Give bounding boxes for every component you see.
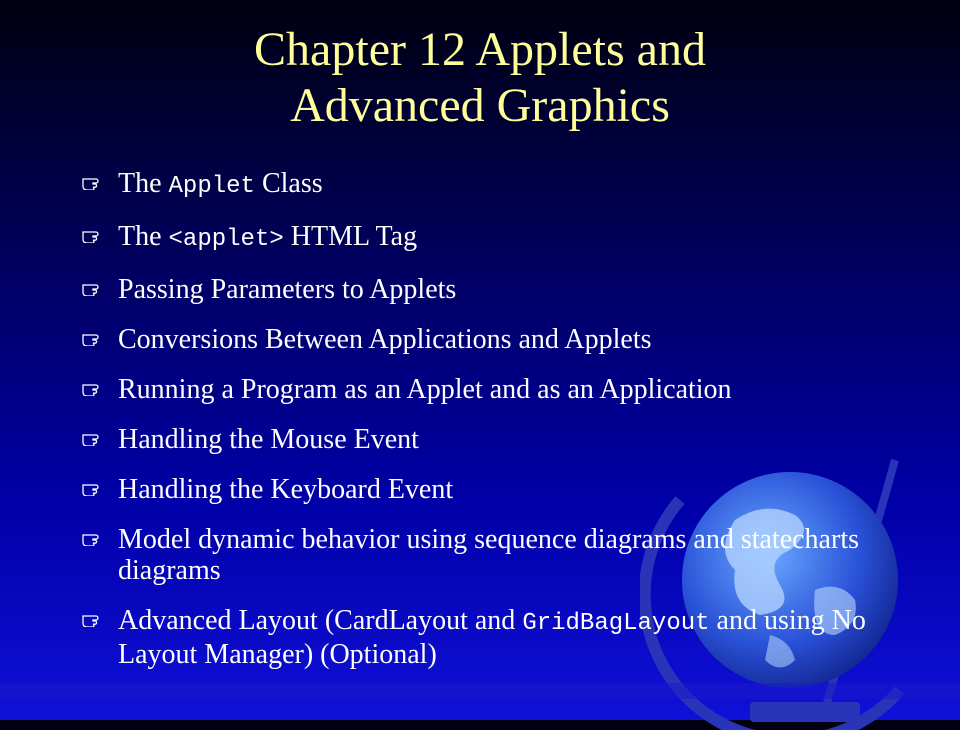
bullet-text: Conversions Between Applications and Applets [118, 324, 652, 355]
bullet-item [82, 221, 902, 255]
bullet-item [82, 168, 902, 202]
bullet-text: Model dynamic behavior using sequence diagrams and statecharts diagrams [118, 524, 859, 586]
bullet-item [82, 474, 902, 505]
bullet-item [82, 605, 902, 670]
bullet-item [82, 274, 902, 305]
pointing-hand-icon [82, 524, 118, 546]
pointing-hand-icon [82, 221, 118, 243]
title-line-2: Advanced Graphics [290, 79, 670, 132]
pointing-hand-icon [82, 424, 118, 446]
slide-title [80, 22, 880, 134]
bullet-text: The Applet Class [118, 168, 323, 200]
bullet-item [82, 424, 902, 455]
bullet-list [82, 168, 902, 689]
bullet-text: Handling the Keyboard Event [118, 474, 454, 505]
pointing-hand-icon [82, 274, 118, 296]
bullet-text: Running a Program as an Applet and as an Application [118, 374, 732, 405]
bullet-text: Passing Parameters to Applets [118, 274, 457, 305]
pointing-hand-icon [82, 374, 118, 396]
bullet-text: Advanced Layout (CardLayout and GridBagLayout and using No Layout Manager) (Optional) [118, 605, 866, 670]
bullet-item [82, 374, 902, 405]
pointing-hand-icon [82, 474, 118, 496]
bullet-text: Handling the Mouse Event [118, 424, 419, 455]
pointing-hand-icon [82, 324, 118, 346]
bullet-item [82, 324, 902, 355]
pointing-hand-icon [82, 605, 118, 627]
title-line-1: Chapter 12 Applets and [254, 23, 706, 76]
pointing-hand-icon [82, 168, 118, 190]
bullet-item [82, 524, 902, 586]
bottom-bar [0, 683, 960, 699]
bullet-text: The <applet> HTML Tag [118, 221, 418, 253]
